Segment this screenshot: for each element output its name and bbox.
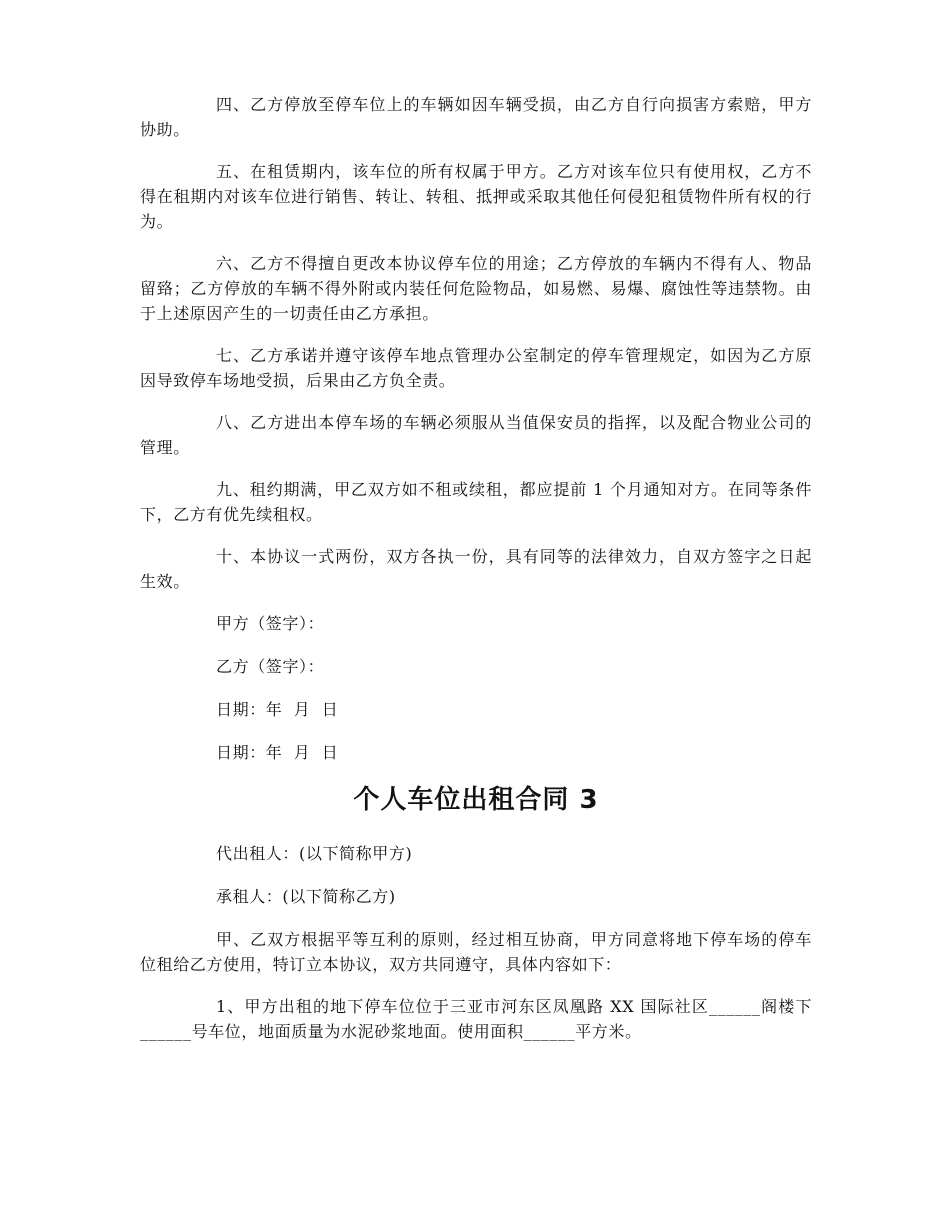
preamble: 甲、乙双方根据平等互利的原则，经过相互协商，甲方同意将地下停车场的停车位租给乙方使用，特订立本协议，双方共同遵守，具体内容如下：	[140, 930, 812, 974]
document-page	[140, 92, 812, 1061]
item-1: 1、甲方出租的地下停车位位于三亚市河东区凤凰路 XX 国际社区______阁楼下______号车位，地面质量为水泥砂浆地面。使用面积______平方米。	[140, 997, 812, 1041]
clause-7: 七、乙方承诺并遵守该停车地点管理办公室制定的停车管理规定，如因为乙方原因导致停车场地受损，后果由乙方负全责。	[140, 346, 812, 390]
clause-9: 九、租约期满，甲乙双方如不租或续租，都应提前 1 个月通知对方。在同等条件下，乙方有优先续租权。	[140, 480, 812, 524]
clause-10: 十、本协议一式两份，双方各执一份，具有同等的法律效力，自双方签字之日起生效。	[140, 547, 812, 591]
clause-8: 八、乙方进出本停车场的车辆必须服从当值保安员的指挥，以及配合物业公司的管理。	[140, 413, 812, 457]
party-b-signature: 乙方（签字）：	[216, 657, 325, 676]
clause-4: 四、乙方停放至停车位上的车辆如因车辆受损，由乙方自行向损害方索赔，甲方协助。	[140, 95, 812, 139]
lessor-line: 代出租人：(以下简称甲方)	[216, 844, 413, 863]
clause-5: 五、在租赁期内，该车位的所有权属于甲方。乙方对该车位只有使用权，乙方不得在租期内对该车位进行销售、转让、转租、抵押或采取其他任何侵犯租赁物件所有权的行为。	[140, 162, 812, 231]
party-a-signature: 甲方（签字）：	[216, 614, 325, 633]
clause-6: 六、乙方不得擅自更改本协议停车位的用途；乙方停放的车辆内不得有人、物品留臵；乙方停放的车辆不得外附或内装任何危险物品，如易燃、易爆、腐蚀性等违禁物。由于上述原因产生的一切责任由乙方承担。	[140, 254, 812, 323]
contract-title: 个人车位出租合同 3	[353, 785, 599, 815]
signature-date-2: 日期：年 月 日	[216, 743, 339, 762]
lessee-line: 承租人：(以下简称乙方)	[216, 887, 396, 906]
signature-date-1: 日期：年 月 日	[216, 700, 339, 719]
